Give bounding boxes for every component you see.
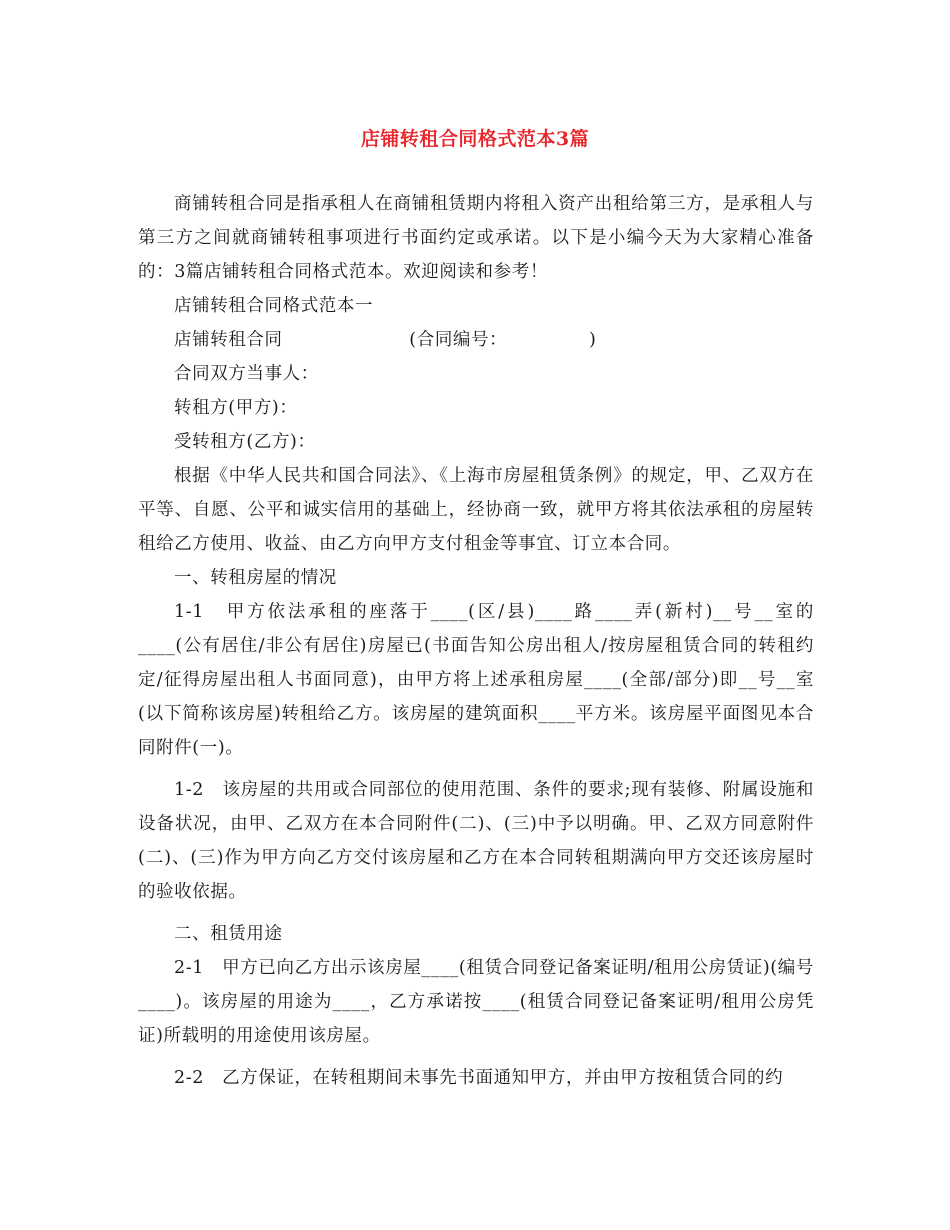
document-title: 店铺转租合同格式范本3篇 xyxy=(360,128,590,150)
party-a-line: 转租方(甲方)： xyxy=(174,398,298,418)
intro-paragraph: 商铺转租合同是指承租人在商铺租赁期内将租入资产出租给第三方，是承租人与第三方之间就商铺转租事项进行书面约定或承诺。以下是小编今天为大家精心准备的：3篇店铺转租合同格式范本。欢迎阅读和参考！ xyxy=(138,194,814,282)
paragraph-spacer xyxy=(138,765,814,773)
clause-1-1: 1-1 甲方依法承租的座落于____(区/县)____路____弄(新村)__号__室的____(公有居住/非公有居住)房屋已(书面告知公房出租人/按房屋租赁合同的转租约定/征得房屋出租人书面同意)，由甲方将上述承租房屋____(全部/部分)即__号__室(以下简称该房屋)转租给乙方。该房屋的建筑面积____平方米。该房屋平面图见本合同附件(一)。 xyxy=(138,602,814,758)
paragraph-spacer xyxy=(138,1053,814,1061)
section-heading-template-one: 店铺转租合同格式范本一 xyxy=(174,296,374,316)
party-b-line: 受转租方(乙方)： xyxy=(174,432,316,452)
contract-title-line: 店铺转租合同 (合同编号： ) xyxy=(174,330,597,350)
document-body xyxy=(138,187,814,1095)
parties-heading: 合同双方当事人： xyxy=(174,364,319,384)
clause-2-1: 2-1 甲方已向乙方出示该房屋____(租赁合同登记备案证明/租用公房赁证)(编号____)。该房屋的用途为____，乙方承诺按____(租赁合同登记备案证明/租用公房凭证)所载明的用途使用该房屋。 xyxy=(138,958,814,1046)
paragraph-spacer xyxy=(138,909,814,917)
clause-2-2: 2-2 乙方保证，在转租期间未事先书面通知甲方，并由甲方按租赁合同的约 xyxy=(174,1068,784,1088)
section-one-heading: 一、转租房屋的情况 xyxy=(174,568,337,588)
clause-1-2: 1-2 该房屋的共用或合同部位的使用范围、条件的要求;现有装修、附属设施和设备状况，由甲、乙双方在本合同附件(二)、(三)中予以明确。甲、乙双方同意附件(二)、(三)作为甲方向乙方交付该房屋和乙方在本合同转租期满向甲方交还该房屋时的验收依据。 xyxy=(138,780,814,902)
preamble-paragraph: 根据《中华人民共和国合同法》、《上海市房屋租赁条例》的规定，甲、乙双方在平等、自愿、公平和诚实信用的基础上，经协商一致，就甲方将其依法承租的房屋转租给乙方使用、收益、由乙方向甲方支付租金等事宜、订立本合同。 xyxy=(138,466,814,554)
section-two-heading: 二、租赁用途 xyxy=(174,924,283,944)
